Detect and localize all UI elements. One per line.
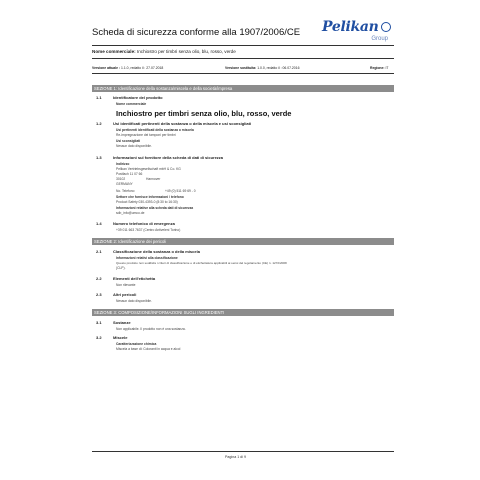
supplier-line-1: Pelikan Vertriebsgesellschaft mbH & Co. KG	[116, 167, 181, 171]
current-version	[92, 66, 163, 70]
supplier-postcode: 30102	[116, 177, 126, 181]
section-2-header: SEZIONE 2: Identificazione dei pericoli	[92, 238, 394, 245]
item-1-3-subtitle-1: Indirizzo	[116, 162, 130, 166]
item-1-4-number: 1.4	[96, 221, 102, 226]
trade-name-line	[92, 49, 236, 54]
item-2-1-text-line-1: Questo prodotto non soddisfa i criteri di classificazione e di etichettatura applicabili ai sensi del regolamento (CE) n. 1272/2008	[116, 261, 287, 265]
region-value: IT	[385, 66, 389, 70]
item-3-2-number: 3.2	[96, 335, 102, 340]
supplier-country: GERMANY	[116, 182, 133, 186]
emergency-phone: +39 011 663 7637 (Centro Antiveleni Torino)	[116, 228, 181, 232]
item-1-3-subtitle-3: Informazioni relative alla scheda dati di sicurezza	[116, 206, 194, 210]
item-1-1-number: 1.1	[96, 95, 102, 100]
item-3-1-number: 3.1	[96, 320, 102, 325]
item-1-1-title: Identificatore del prodotto	[113, 95, 163, 100]
replaced-version	[225, 66, 299, 70]
version-divider	[92, 73, 394, 74]
item-1-3-number: 1.3	[96, 155, 102, 160]
replaced-version-value: 1.0.0, redatto il : 06.07.2016	[257, 66, 300, 70]
replaced-version-label: Versione sostituita:	[225, 66, 257, 70]
current-version-label: Versione attuale :	[92, 66, 121, 70]
item-1-3-title: Informazioni sul fornitore della scheda di dati di sicurezza	[113, 155, 224, 160]
page-number: Pagina 1 di 9	[225, 455, 246, 459]
section-3-header: SEZIONE 3: COMPOSIZIONE/INFORMAZIONI SUGLI INGREDIENTI	[92, 309, 394, 316]
item-3-2-text: Miscela a base di: Coloranti in acqua e alcol	[116, 347, 181, 351]
supplier-phone-label: No. Telefono	[116, 189, 135, 193]
item-2-1-subtitle: Informazioni relativi alla classificazione	[116, 256, 178, 260]
item-2-2-text: Non rilevante	[116, 283, 136, 287]
product-name: Inchiostro per timbri senza olio, blu, rosso, verde	[116, 109, 292, 118]
document-title: Scheda di sicurezza conforme alla 1907/2006/CE	[92, 27, 301, 38]
item-1-2-text-2: Nessun dato disponibile.	[116, 144, 152, 148]
item-1-3-text-2: Product Safety 030-4393-0 (8:30 to 16:30)	[116, 200, 178, 204]
item-1-4-title: Numero telefonico di emergenza	[113, 221, 175, 226]
item-3-1-title: Sostanze	[113, 320, 131, 325]
item-1-2-subtitle-1: Usi pertinenti identificati della sostanza o miscela	[116, 128, 194, 132]
item-3-1-text: Non applicabile. Il prodotto non è una sostanza.	[116, 327, 186, 331]
item-2-2-title: Elementi dell'etichetta	[113, 276, 156, 281]
trade-name-value: Inchiostro per timbri senza olio, blu, rosso, verde	[136, 49, 236, 54]
item-1-1-subtitle: Nome commerciale	[116, 102, 147, 106]
region	[370, 66, 388, 70]
supplier-phone-value: +49 (0) 511 69 69 - 0	[165, 189, 196, 193]
item-2-1-number: 2.1	[96, 249, 102, 254]
header-divider	[92, 45, 394, 46]
logo-group-text: Group	[371, 36, 388, 42]
trade-name-label: Nome commerciale:	[92, 49, 136, 54]
item-1-2-title: Usi identificati pertinenti della sostanza o della miscela e usi sconsigliati	[113, 121, 252, 126]
logo-text: Pelikan	[322, 19, 379, 35]
supplier-city: Hannover	[146, 177, 161, 181]
item-1-2-subtitle-2: Usi sconsigliati	[116, 139, 141, 143]
item-2-1-text-line-2: (CLP).	[116, 266, 126, 270]
current-version-value: 1.1.0, redatto il : 27.07.2018	[121, 66, 164, 70]
item-2-1-title: Classificazione della sostanza o della miscela	[113, 249, 200, 254]
pelikan-knot-icon	[381, 22, 391, 32]
footer-divider	[92, 451, 394, 452]
item-2-3-title: Altri pericoli	[113, 292, 137, 297]
item-1-2-number: 1.2	[96, 121, 102, 126]
item-3-2-title: Miscele	[113, 335, 128, 340]
trade-name-divider	[92, 58, 394, 59]
item-1-3-email: sdb_info@umco.de	[116, 211, 145, 215]
supplier-line-2: Postfach 11 07 66	[116, 172, 143, 176]
item-1-3-subtitle-2: Settore che fornisce informazioni / telefono	[116, 195, 184, 199]
item-2-3-number: 2.3	[96, 292, 102, 297]
item-2-2-number: 2.2	[96, 276, 102, 281]
region-label: Regione:	[370, 66, 385, 70]
section-1-header: SEZIONE 1: Identificazione della sostanza/miscela e della società/impresa	[92, 85, 394, 92]
item-1-2-text-1: Re-impregnazione dei tamponi per timbri	[116, 133, 176, 137]
item-3-2-subtitle: Caratterizzazione chimica	[116, 342, 157, 346]
item-2-3-text: Nessun dato disponibile.	[116, 299, 152, 303]
